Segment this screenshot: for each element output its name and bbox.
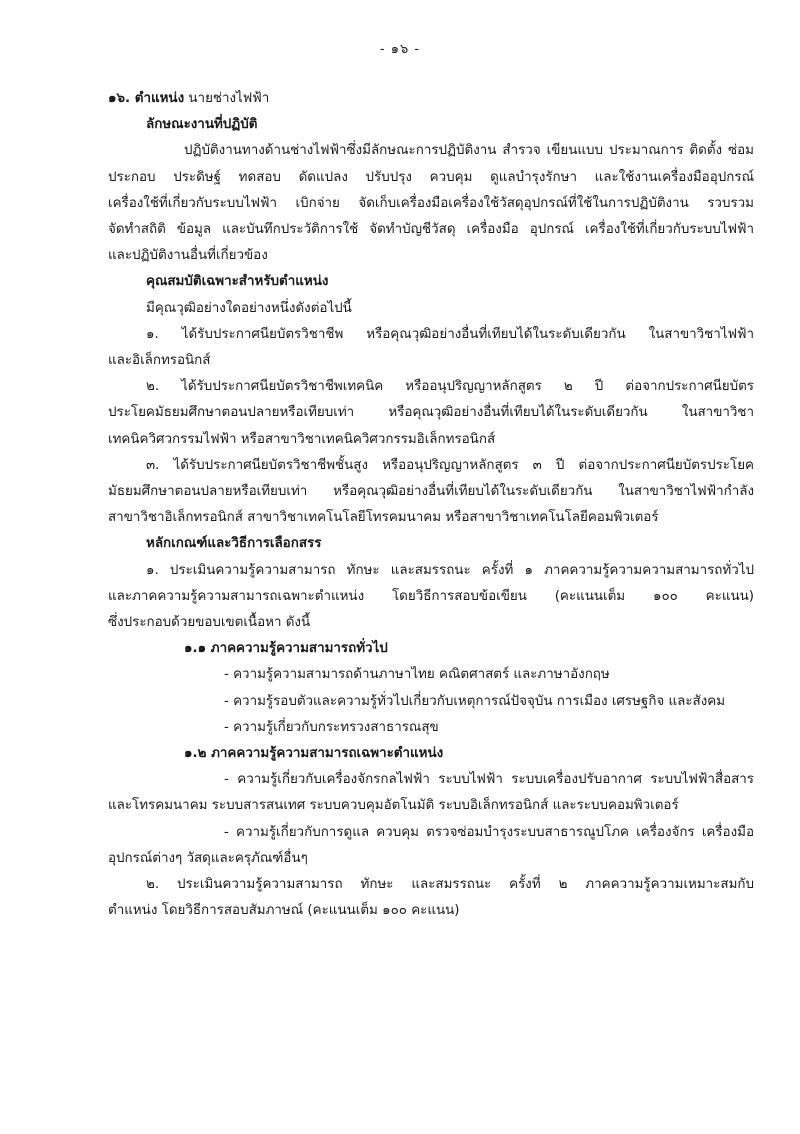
general-knowledge-bullet: - ความรู้รอบตัวและความรู้ทั่วไปเกี่ยวกับเหตุการณ์ปัจจุบัน การเมือง เศรษฐกิจ และสังคม [224,693,726,709]
position-number: ๑๖. ตำแหน่ง [108,91,185,106]
qualification-line: ๓. ได้รับประกาศนียบัตรวิชาชีพชั้นสูง หรืออนุปริญญาหลักสูตร ๓ ปี ต่อจากประกาศนียบัตรประโยค [146,457,754,473]
specific-knowledge-bullet [108,767,754,819]
selection-line: ตำแหน่ง โดยวิธีการสอบสัมภาษณ์ (คะแนนเต็ม ๑๐๐ คะแนน) [108,903,460,919]
qualification-line: ๑. ได้รับประกาศนียบัตรวิชาชีพ หรือคุณวุฒิอย่างอื่นที่เทียบได้ในระดับเดียวกัน ในสาขาวิชาไฟฟ้า [146,326,754,342]
selection-part-1 [108,558,754,872]
duties-heading: ลักษณะงานที่ปฏิบัติ [146,117,258,133]
specific-knowledge-line: อุปกรณ์ต่างๆ วัสดุและครุภัณฑ์อื่นๆ [108,850,308,866]
qualification-line: เทคนิควิศวกรรมไฟฟ้า หรือสาขาวิชาเทคนิควิศวกรรมอิเล็กทรอนิกส์ [108,431,496,447]
qualification-line: มัธยมศึกษาตอนปลายหรือเทียบเท่า หรือคุณวุฒิอย่างอื่นที่เทียบได้ในระดับเดียวกัน ในสาขาวิชาไฟฟ้ากำลัง [108,484,754,500]
position-title: นายช่างไฟฟ้า [188,91,270,106]
duties-paragraph [108,138,754,269]
selection-line: ๒. ประเมินความรู้ความสามารถ ทักษะ และสมรรถนะ ครั้งที่ ๒ ภาคความรู้ความเหมาะสมกับ [146,877,754,893]
specific-knowledge-line: - ความรู้เกี่ยวกับเครื่องจักรกลไฟฟ้า ระบบไฟฟ้า ระบบเครื่องปรับอากาศ ระบบไฟฟ้าสื่อสาร [224,772,754,788]
qualification-line: ประโยคมัธยมศึกษาตอนปลายหรือเทียบเท่า หรือคุณวุฒิอย่างอื่นที่เทียบได้ในระดับเดียวกัน ในสาขาวิชา [108,405,754,421]
duties-line: ปฏิบัติงานทางด้านช่างไฟฟ้าซึ่งมีลักษณะการปฏิบัติงาน สำรวจ เขียนแบบ ประมาณการ ติดตั้ง ซ่อม [184,143,754,159]
specific-knowledge-line: - ความรู้เกี่ยวกับการดูแล ควบคุม ตรวจซ่อมบำรุงระบบสาธารณูปโภค เครื่องจักร เครื่องมือ [224,824,754,840]
general-knowledge-bullet: - ความรู้ความสามารถด้านภาษาไทย คณิตศาสตร์ และภาษาอังกฤษ [224,667,610,683]
duties-line: เครื่องใช้ที่เกี่ยวกับระบบไฟฟ้า เบิกจ่าย จัดเก็บเครื่องมือเครื่องใช้วัสดุอุปกรณ์ที่ใช้ในการปฏิบัติงาน รวบรวม [108,195,754,211]
qualifications-heading: คุณสมบัติเฉพาะสำหรับตำแหน่ง [146,274,329,290]
qualification-line: และอิเล็กทรอนิกส์ [108,353,211,369]
selection-line: ๑. ประเมินความรู้ความสามารถ ทักษะ และสมรรถนะ ครั้งที่ ๑ ภาคความรู้ความความสามารถทั่วไป [146,562,754,578]
page-number: - ๑๖ - [379,42,421,57]
qualification-item-3 [108,453,754,532]
qualification-item-1 [108,322,754,374]
selection-heading: หลักเกณฑ์และวิธีการเลือกสรร [146,536,322,552]
selection-line: ซึ่งประกอบด้วยขอบเขตเนื้อหา ดังนี้ [108,615,311,631]
general-knowledge-bullet: - ความรู้เกี่ยวกับกระทรวงสาธารณสุข [224,719,439,735]
selection-line: และภาคความรู้ความสามารถเฉพาะตำแหน่ง โดยวิธีการสอบข้อเขียน (คะแนนเต็ม ๑๐๐ คะแนน) [108,588,754,604]
qualifications-intro: มีคุณวุฒิอย่างใดอย่างหนึ่งดังต่อไปนี้ [146,300,352,316]
qualification-item-2 [108,374,754,453]
duties-line: จัดทำสถิติ ข้อมูล และบันทึกประวัติการใช้ จัดทำบัญชีวัสดุ เครื่องมือ อุปกรณ์ เครื่องใช้ที่เกี่ยวกับระบบไฟฟ้า [108,222,754,238]
selection-part-2 [108,872,754,924]
duties-line: และปฏิบัติงานอื่นที่เกี่ยวข้อง [108,248,268,264]
qualification-line: สาขาวิชาอิเล็กทรอนิกส์ สาขาวิชาเทคโนโลยีโทรคมนาคม หรือสาขาวิชาเทคโนโลยีคอมพิวเตอร์ [108,510,659,526]
specific-knowledge-bullet [108,820,754,872]
duties-line: ประกอบ ประดิษฐ์ ทดสอบ ดัดแปลง ปรับปรุง ควบคุม ดูแลบำรุงรักษา และใช้งานเครื่องมืออุปกรณ์ [108,169,754,185]
position-heading [108,86,754,112]
general-knowledge-heading: ๑.๑ ภาคความรู้ความสามารถทั่วไป [184,641,388,657]
specific-knowledge-line: และโทรคมนาคม ระบบสารสนเทศ ระบบควบคุมอัตโนมัติ ระบบอิเล็กทรอนิกส์ และระบบคอมพิวเตอร์ [108,798,679,814]
document-body [108,86,754,925]
qualification-line: ๒. ได้รับประกาศนียบัตรวิชาชีพเทคนิค หรืออนุปริญญาหลักสูตร ๒ ปี ต่อจากประกาศนียบัตร [146,379,754,395]
specific-knowledge-heading: ๑.๒ ภาคความรู้ความสามารถเฉพาะตำแหน่ง [184,746,444,762]
